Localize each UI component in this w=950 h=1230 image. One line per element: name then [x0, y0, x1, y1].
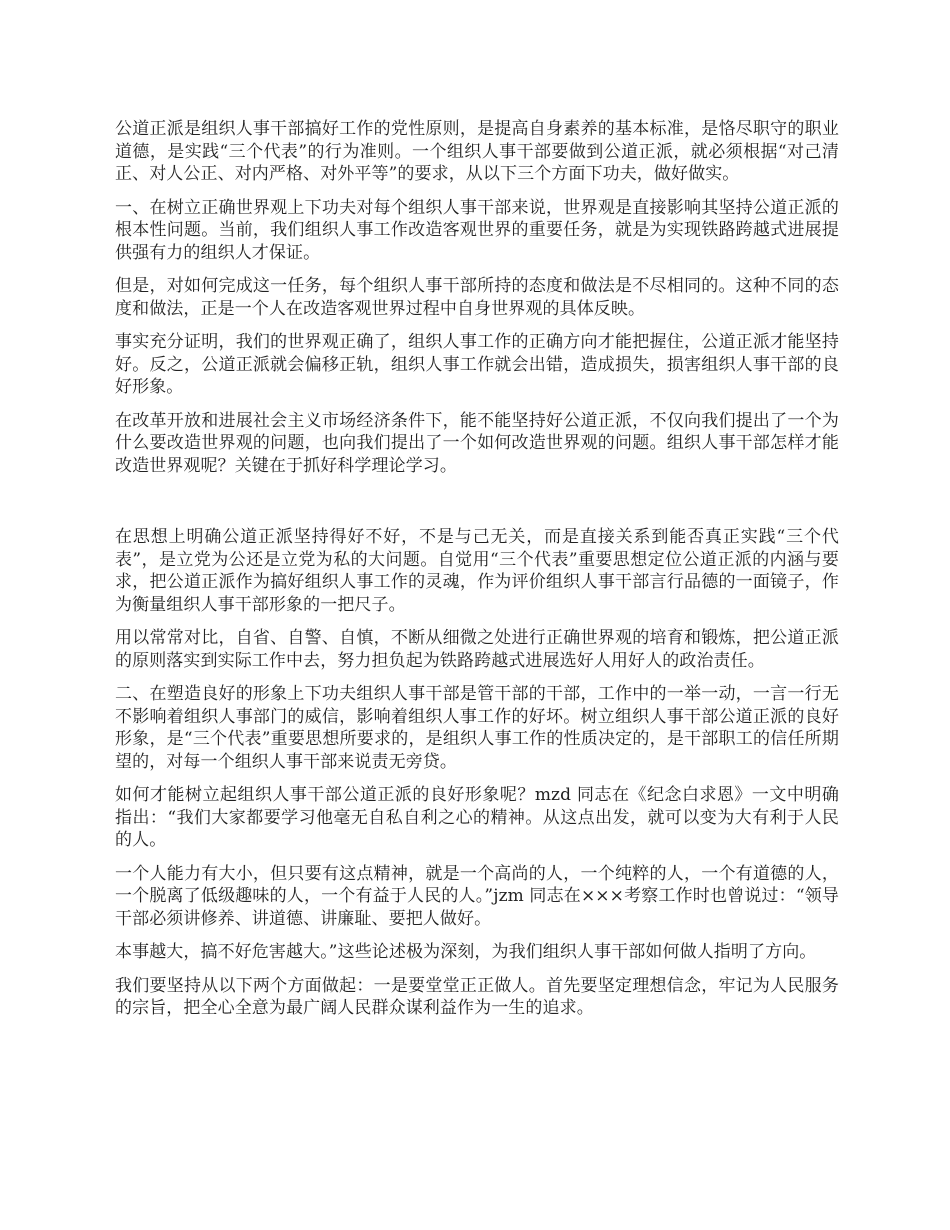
paragraph: 本事越大，搞不好危害越大。”这些论述极为深刻，为我们组织人事干部如何做人指明了方向。: [115, 942, 817, 962]
paragraph-section-one: 一、在树立正确世界观上下功夫对每个组织人事干部来说，世界观是直接影响其坚持公道正派的根本性问题。当前，我们组织人事工作改造客观世界的重要任务，就是为实现铁路跨越式进展提供强有力的组织人才保证。: [115, 197, 839, 263]
paragraph: 一个人能力有大小，但只要有这点精神，就是一个高尚的人，一个纯粹的人，一个有道德的人，一个脱离了低级趣味的人，一个有益于人民的人。”jzm 同志在×××考察工作时也曾说过：“领导干部必须讲修养、讲道德、讲廉耻、要把人做好。: [115, 863, 839, 929]
document-body: [115, 118, 839, 1031]
paragraph-section-two: 二、在塑造良好的形象上下功夫组织人事干部是管干部的干部，工作中的一举一动，一言一行无不影响着组织人事部门的威信，影响着组织人事工作的好坏。树立组织人事干部公道正派的良好形象，是“三个代表”重要思想所要求的，是组织人事工作的性质决定的，是干部职工的信任所期望的，对每一个组织人事干部来说责无旁贷。: [115, 684, 839, 772]
paragraph: 如何才能树立起组织人事干部公道正派的良好形象呢？mzd 同志在《纪念白求恩》一文中明确指出：“我们大家都要学习他毫无自私自利之心的精神。从这点出发，就可以变为大有利于人民的人。: [115, 785, 839, 850]
paragraph: 在改革开放和进展社会主义市场经济条件下，能不能坚持好公道正派，不仅向我们提出了一个为什么要改造世界观的问题，也向我们提出了一个如何改造世界观的问题。组织人事干部怎样才能改造世界观呢？关键在于抓好科学理论学习。: [115, 410, 839, 476]
paragraph: 用以常常对比，自省、自警、自慎，不断从细微之处进行正确世界观的培育和锻炼，把公道正派的原则落实到实际工作中去，努力担负起为铁路跨越式进展选好人用好人的政治责任。: [115, 628, 839, 671]
paragraph: 但是，对如何完成这一任务，每个组织人事干部所持的态度和做法是不尽相同的。这种不同的态度和做法，正是一个人在改造客观世界过程中自身世界观的具体反映。: [115, 276, 839, 319]
paragraph: 事实充分证明，我们的世界观正确了，组织人事工作的正确方向才能把握住，公道正派才能坚持好。反之，公道正派就会偏移正轨，组织人事工作就会出错，造成损失，损害组织人事干部的良好形象。: [115, 332, 839, 397]
paragraph: 我们要坚持从以下两个方面做起：一是要堂堂正正做人。首先要坚定理想信念，牢记为人民服务的宗旨，把全心全意为最广阔人民群众谋利益作为一生的追求。: [115, 975, 839, 1018]
paragraph-gap: [115, 488, 839, 526]
paragraph: 在思想上明确公道正派坚持得好不好，不是与己无关，而是直接关系到能否真正实践“三个代表”，是立党为公还是立党为私的大问题。自觉用“三个代表”重要思想定位公道正派的内涵与要求，把公道正派作为搞好组织人事工作的灵魂，作为评价组织人事干部言行品德的一面镜子，作为衡量组织人事干部形象的一把尺子。: [115, 527, 839, 615]
paragraph-intro: 公道正派是组织人事干部搞好工作的党性原则，是提高自身素养的基本标准，是恪尽职守的职业道德，是实践“三个代表”的行为准则。一个组织人事干部要做到公道正派，就必须根据“对己清正、对人公正、对内严格、对外平等”的要求，从以下三个方面下功夫，做好做实。: [115, 119, 839, 184]
